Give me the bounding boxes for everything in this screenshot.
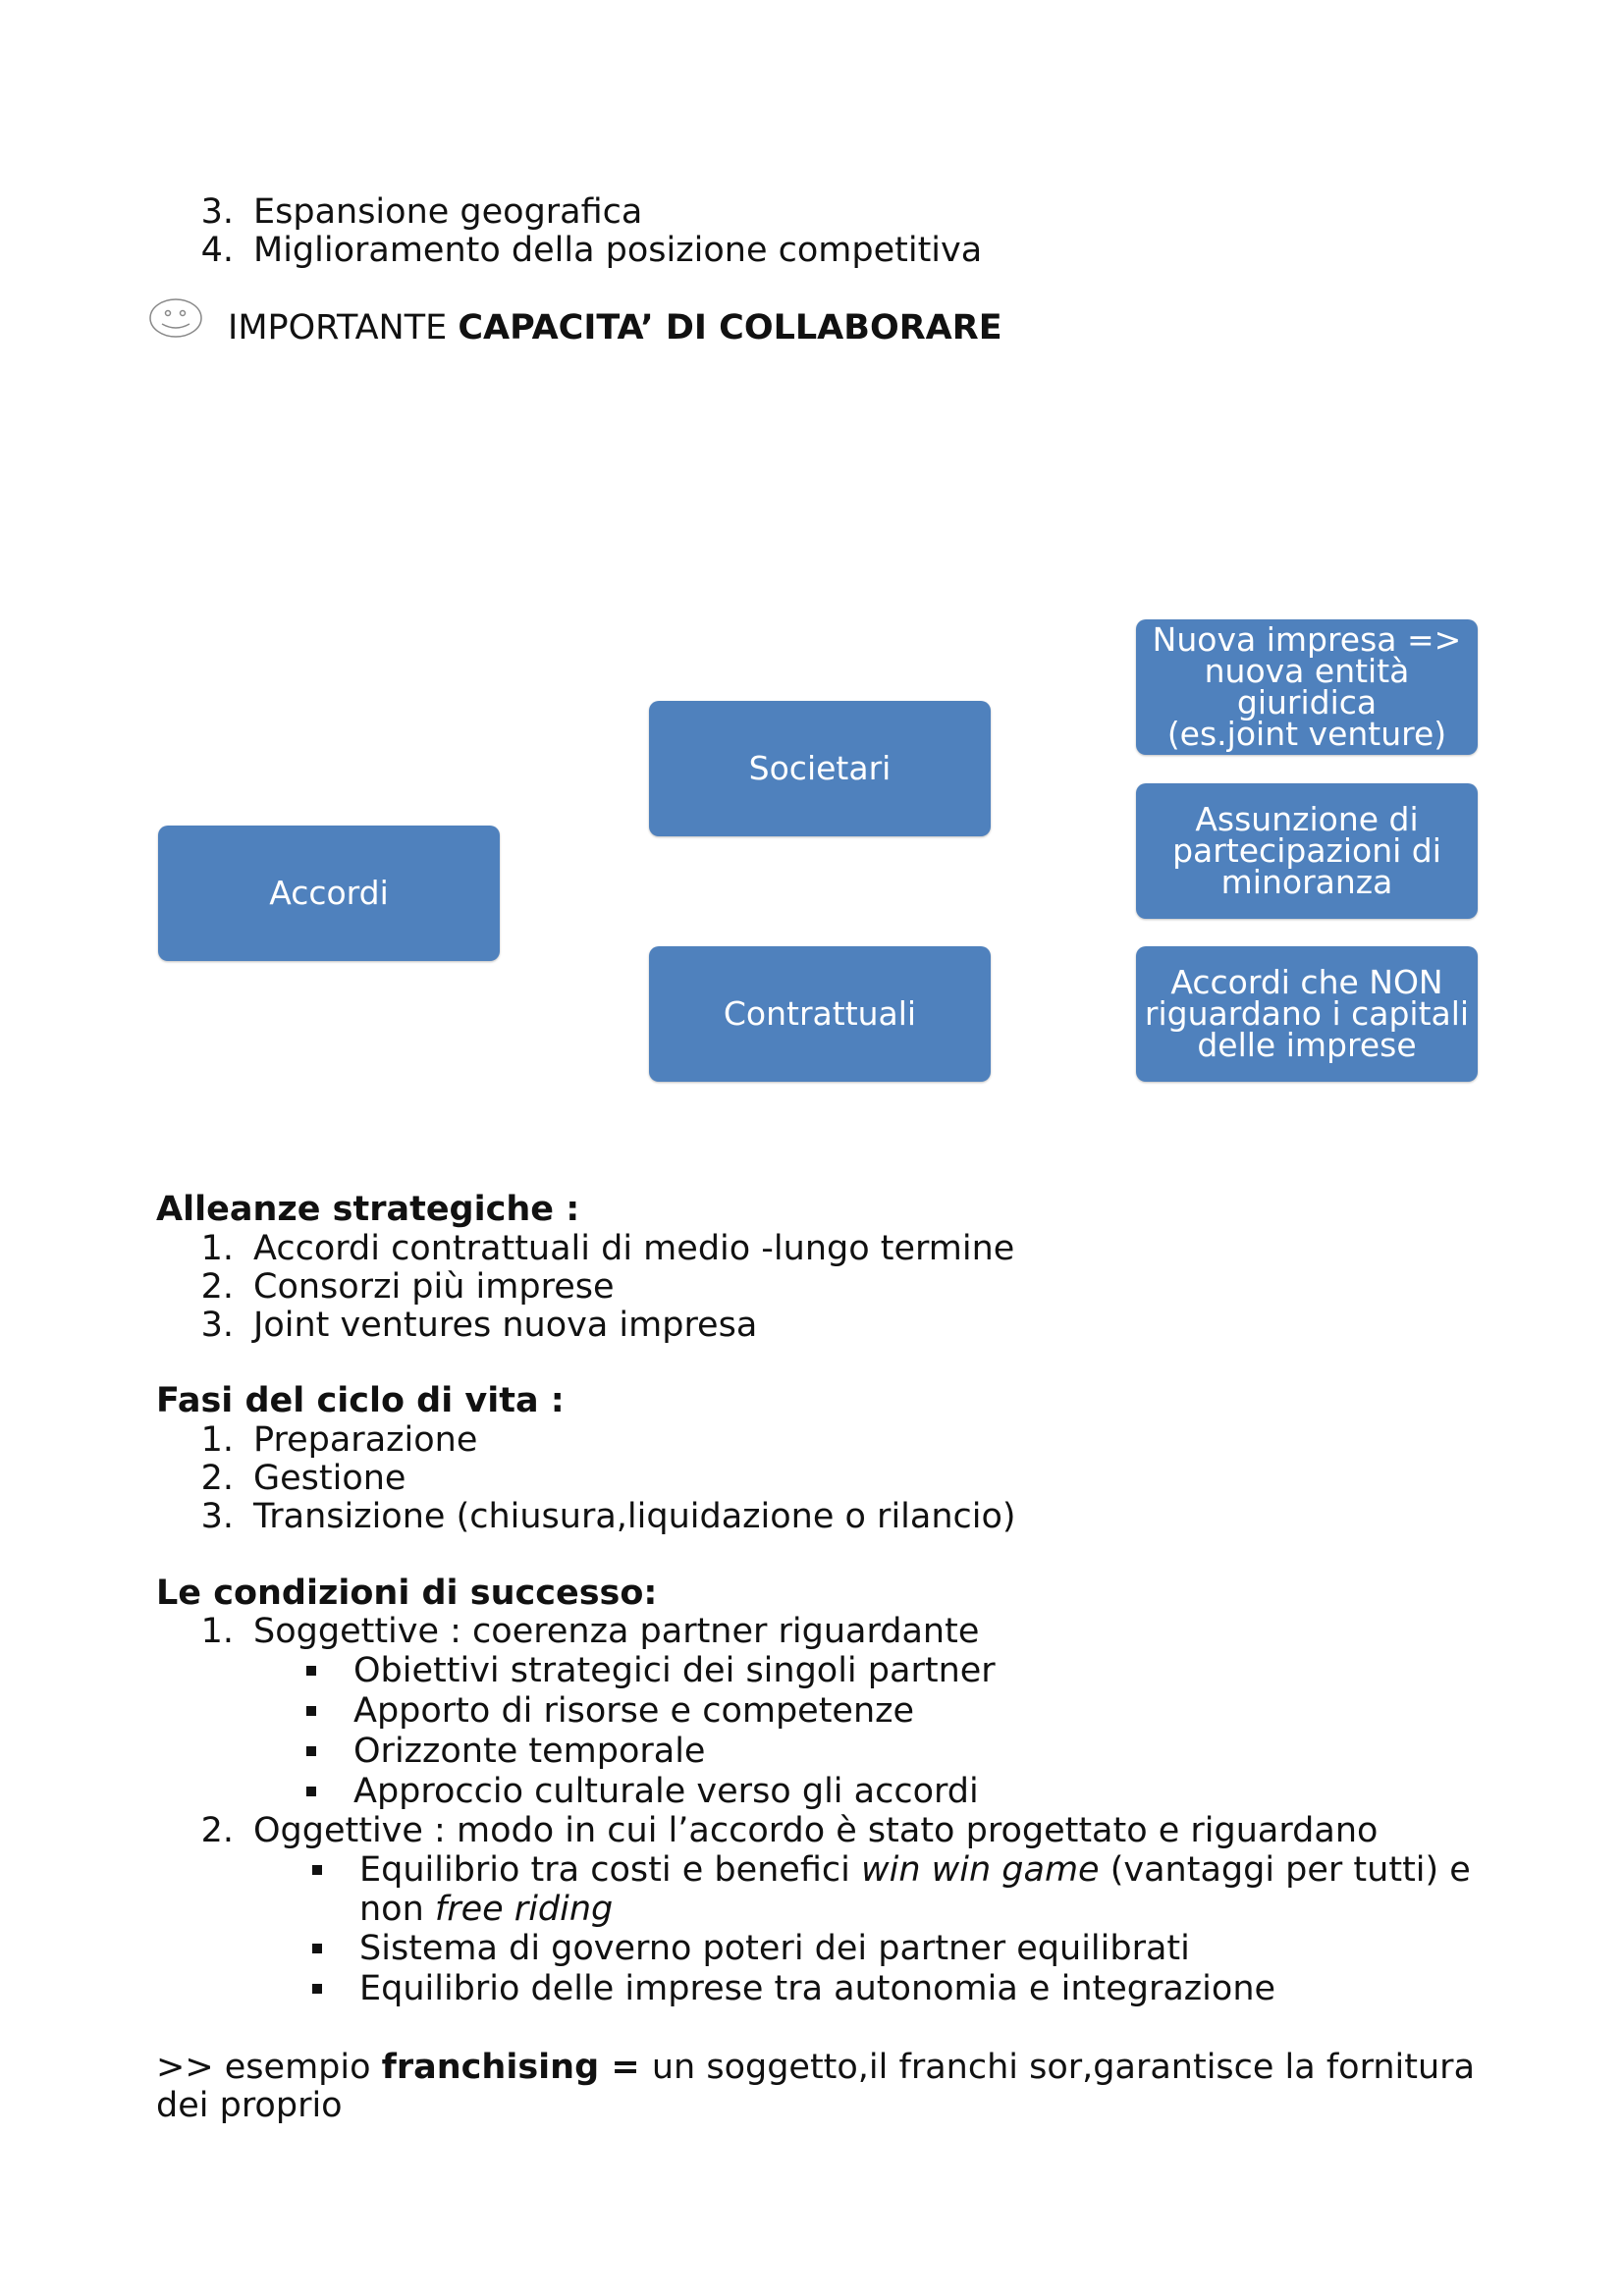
section-heading-condizioni: Le condizioni di successo: (156, 1574, 658, 1613)
important-line (228, 308, 1002, 347)
bullet-text: Orizzonte temporale (353, 1732, 706, 1771)
bullet-marker (312, 1865, 322, 1875)
smiley-icon (147, 294, 204, 342)
list-number: 1. (200, 1420, 234, 1460)
diagram-label: Contrattuali (723, 994, 917, 1033)
list-number: 2. (200, 1459, 234, 1498)
list-number: 1. (200, 1612, 234, 1651)
bullet-text: Obiettivi strategici dei singoli partner (353, 1651, 996, 1690)
bullet-marker (306, 1666, 316, 1676)
section-heading-alleanze: Alleanze strategiche : (156, 1190, 580, 1229)
list-text: Preparazione (253, 1420, 478, 1460)
example-line: >> esempio franchising = un soggetto,il franchi sor,garantisce la fornitura (156, 2048, 1476, 2087)
bullet-marker (312, 1984, 322, 1994)
diagram-label: Nuova impresa => nuova entità giuridica (es.joint venture) (1152, 620, 1462, 753)
bullet-text: Apporto di risorse e competenze (353, 1691, 915, 1731)
bullet-text-continued: non free riding (359, 1890, 614, 1929)
section-heading-fasi: Fasi del ciclo di vita : (156, 1381, 565, 1420)
list-number: 3. (200, 1497, 234, 1536)
bullet-text: Approccio culturale verso gli accordi (353, 1772, 979, 1811)
diagram-box-societari (649, 701, 991, 836)
list-number: 4. (200, 231, 234, 270)
list-number: 1. (200, 1229, 234, 1268)
bullet-marker (312, 1944, 322, 1953)
diagram-box-accordi (158, 826, 500, 961)
list-text: Accordi contrattuali di medio -lungo termine (253, 1229, 1015, 1268)
example-line-continued: dei proprio (156, 2086, 343, 2125)
list-number: 2. (200, 1811, 234, 1850)
list-text: Consorzi più imprese (253, 1267, 615, 1307)
important-emphasis: CAPACITA’ DI COLLABORARE (458, 308, 1002, 347)
bullet-marker (306, 1706, 316, 1716)
bullet-text: Equilibrio delle imprese tra autonomia e integrazione (359, 1969, 1276, 2008)
diagram-box-nuova-impresa (1136, 619, 1478, 755)
example-term: franchising (381, 2048, 600, 2087)
bullet-marker (306, 1787, 316, 1796)
diagram-label: Accordi che NON riguardano i capitali delle imprese (1144, 963, 1470, 1064)
diagram-label: Assunzione di partecipazioni di minoranza (1172, 800, 1441, 901)
important-label: IMPORTANTE (228, 308, 459, 347)
list-text: Oggettive : modo in cui l’accordo è stato progettato e riguardano (253, 1811, 1379, 1850)
bullet-marker (306, 1746, 316, 1756)
list-text: Soggettive : coerenza partner riguardante (253, 1612, 980, 1651)
list-text: Gestione (253, 1459, 406, 1498)
list-text: Miglioramento della posizione competitiva (253, 231, 983, 270)
list-text: Espansione geografica (253, 192, 643, 232)
diagram-label: Societari (748, 749, 892, 787)
bullet-text: Equilibrio tra costi e benefici win win game (vantaggi per tutti) e (359, 1850, 1471, 1890)
list-number: 2. (200, 1267, 234, 1307)
list-text: Joint ventures nuova impresa (253, 1306, 758, 1345)
bullet-text: Sistema di governo poteri dei partner equilibrati (359, 1929, 1190, 1968)
list-number: 3. (200, 192, 234, 232)
diagram-label: Accordi (269, 874, 389, 912)
list-number: 3. (200, 1306, 234, 1345)
diagram-box-partecipazioni (1136, 783, 1478, 919)
list-text: Transizione (chiusura,liquidazione o rilancio) (253, 1497, 1016, 1536)
diagram-box-accordi-non-capitali (1136, 946, 1478, 1082)
diagram-box-contrattuali (649, 946, 991, 1082)
